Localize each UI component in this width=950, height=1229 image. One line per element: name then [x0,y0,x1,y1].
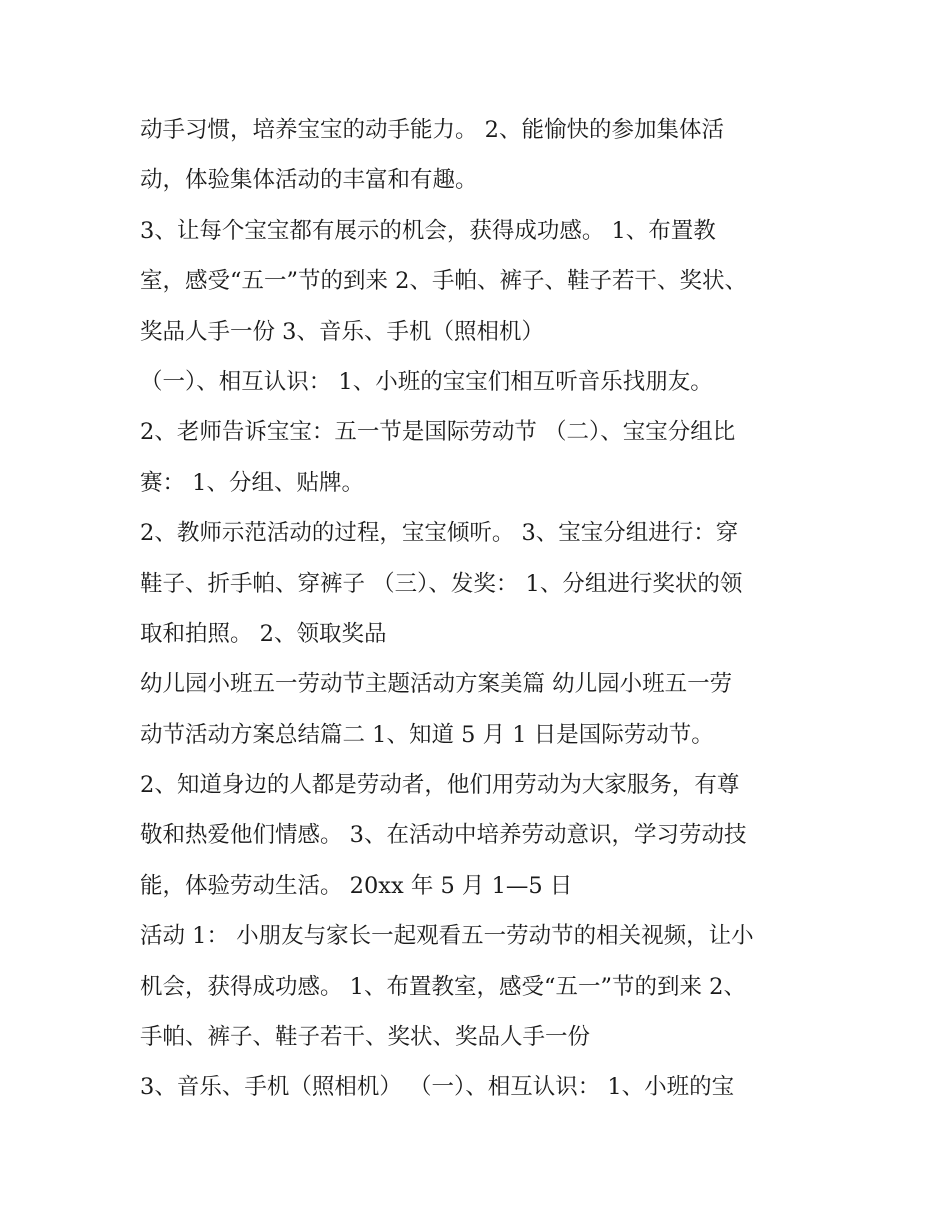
text-line: 鞋子、折手帕、穿裤子 （三）、发奖： 1、分组进行奖状的领 [140,570,743,597]
text-line: 取和拍照。 2、领取奖品 [140,620,387,647]
text-line: 活动 1： 小朋友与家长一起观看五一劳动节的相关视频，让小 [140,923,754,950]
text-line: 奖品人手一份 3、音乐、手机（照相机） [140,318,544,345]
text-line: 动手习惯，培养宝宝的动手能力。 2、能愉快的参加集体活 [140,117,724,143]
text-line: 幼儿园小班五一劳动节主题活动方案美篇 幼儿园小班五一劳 [140,671,733,698]
text-line: 2、知道身边的人都是劳动者，他们用劳动为大家服务，有尊 [140,772,740,799]
text-line: （一）、相互认识： 1、小班的宝宝们相互听音乐找朋友。 [140,368,713,395]
document-body [140,108,840,1116]
text-line: 2、教师示范活动的过程，宝宝倾听。 3、宝宝分组进行：穿 [140,520,739,547]
text-line: 敬和热爱他们情感。 3、在活动中培养劳动意识，学习劳动技 [140,822,747,849]
text-line: 2、老师告诉宝宝：五一节是国际劳动节 （二）、宝宝分组比 [140,419,736,446]
text-line: 手帕、裤子、鞋子若干、奖状、奖品人手一份 [140,1024,591,1051]
text-line: 动节活动方案总结篇二 1、知道 5 月 1 日是国际劳动节。 [140,721,714,748]
text-line: 3、音乐、手机（照相机） （一）、相互认识： 1、小班的宝 [140,1074,735,1101]
text-line: 赛： 1、分组、贴牌。 [140,469,364,496]
text-line: 室，感受“五一”节的到来 2、手帕、裤子、鞋子若干、奖状、 [140,268,747,295]
text-line: 3、让每个宝宝都有展示的机会，获得成功感。 1、布置教 [140,217,716,244]
text-line: 动，体验集体活动的丰富和有趣。 [140,167,478,194]
text-line: 能，体验劳动生活。 20xx 年 5 月 1—5 日 [140,872,573,899]
text-line: 机会，获得成功感。 1、布置教室，感受“五一”节的到来 2、 [140,973,746,1000]
